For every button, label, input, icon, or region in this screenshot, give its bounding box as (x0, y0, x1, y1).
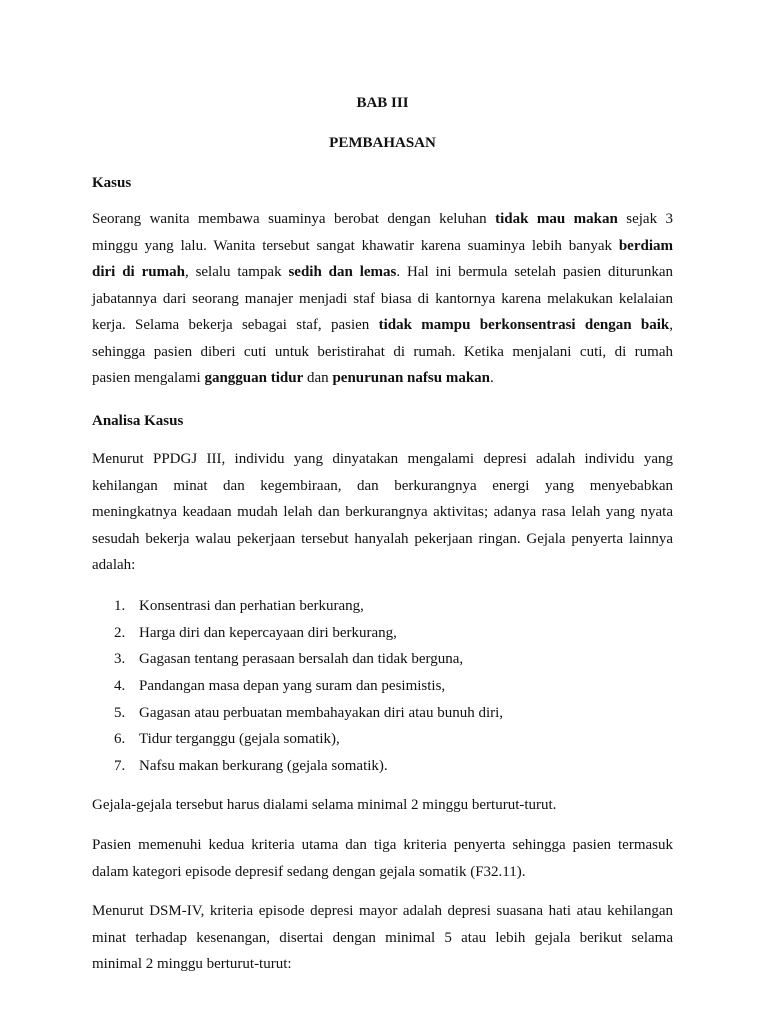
section-title: PEMBAHASAN (329, 135, 436, 151)
paragraph-line (92, 259, 673, 286)
paragraph-line (92, 312, 673, 339)
text-run: jabatannya dari seorang manajer menjadi staf biasa di kantornya karena melakukan kelalaian (92, 290, 673, 307)
list-number: 6. (114, 731, 126, 748)
list-item (92, 650, 673, 677)
list-text: Tidur terganggu (gejala somatik), (139, 731, 340, 748)
paragraph-line (92, 499, 673, 526)
text-run: sesudah bekerja walau pekerjaan tersebut hanyalah pekerjaan ringan. Gejala penyerta lainnya (92, 530, 673, 547)
text-run: minggu yang lalu. Wanita tersebut sangat khawatir karena suaminya lebih banyak (92, 237, 619, 254)
paragraph-line (92, 233, 673, 260)
list-text: Konsentrasi dan perhatian berkurang, (139, 598, 364, 614)
list-text: Nafsu makan berkurang (gejala somatik). (139, 758, 388, 775)
text-run: sehingga pasien diberi cuti untuk beristirahat di rumah. Ketika menjalani cuti, di rumah (92, 343, 673, 360)
list-item (92, 730, 673, 757)
text-run: , (669, 317, 673, 333)
paragraph-line (92, 339, 673, 366)
list-number: 4. (114, 678, 126, 695)
list-number: 3. (114, 651, 126, 668)
text-run: pasien mengalami (92, 370, 205, 386)
text-run: Pasien memenuhi kedua kriteria utama dan tiga kriteria penyerta sehingga pasien termasuk (92, 837, 673, 853)
text-run: Menurut DSM-IV, kriteria episode depresi mayor adalah depresi suasana hati atau kehilangan (92, 903, 673, 919)
list-number: 5. (114, 704, 126, 721)
dsm-paragraph (92, 898, 673, 978)
list-item (92, 704, 673, 731)
paragraph-line (92, 526, 673, 553)
list-item (92, 677, 673, 704)
text-run: . Hal ini bermula setelah pasien diturunkan (396, 264, 673, 280)
bold-text: berdiam (618, 237, 673, 254)
list-text: Harga diri dan kepercayaan diri berkurang, (139, 624, 397, 641)
bold-text: penurunan nafsu makan (332, 370, 491, 386)
text-run: adalah: (92, 557, 136, 573)
paragraph-line (92, 925, 673, 952)
paragraph-line (92, 951, 673, 978)
bold-text: sedih dan lemas (288, 264, 397, 280)
paragraph-line (92, 832, 673, 859)
list-number: 2. (114, 624, 126, 641)
text-run: kehilangan minat dan kegembiraan, dan berkurangnya energi yang menyebabkan (92, 477, 673, 494)
list-text: Pandangan masa depan yang suram dan pesimistis, (139, 678, 446, 695)
duration-note: Gejala-gejala tersebut harus dialami selama minimal 2 minggu berturut-turut. (92, 797, 557, 813)
gejala-list (92, 597, 673, 784)
bold-text: tidak mampu berkonsentrasi dengan baik (378, 317, 670, 333)
list-number: 1. (114, 598, 126, 614)
text-run: Menurut PPDGJ III, individu yang dinyatakan mengalami depresi adalah individu yang (92, 451, 673, 467)
kasus-paragraph (92, 206, 673, 392)
text-run: sejak 3 (617, 211, 673, 227)
paragraph-line (92, 206, 673, 233)
bold-text: tidak mau makan (495, 211, 618, 227)
bold-text: gangguan tidur (204, 370, 304, 386)
analisa-paragraph (92, 446, 673, 579)
text-run: Seorang wanita membawa suaminya berobat dengan keluhan (92, 211, 496, 227)
list-item (92, 624, 673, 651)
text-run: minimal 2 minggu berturut-turut: (92, 956, 292, 972)
text-run: kerja. Selama bekerja sebagai staf, pasien (92, 317, 379, 333)
paragraph-line (92, 286, 673, 313)
bold-text: diri di rumah (92, 264, 185, 280)
analisa-heading: Analisa Kasus (92, 413, 184, 429)
paragraph-line (92, 859, 673, 886)
text-run: meningkatnya keadaan mudah lelah dan berkurangnya aktivitas; adanya rasa lelah yang nyata (92, 504, 673, 520)
paragraph-line (92, 365, 673, 392)
kriteria-paragraph (92, 832, 673, 885)
text-run: , selalu tampak (184, 264, 289, 280)
text-run: minat terhadap kesenangan, disertai dengan minimal 5 atau lebih gejala berikut selama (92, 929, 673, 946)
paragraph-line (92, 473, 673, 500)
list-number: 7. (114, 758, 126, 775)
text-run: dan (303, 370, 333, 386)
text-run: . (490, 370, 494, 386)
paragraph-line (92, 898, 673, 925)
paragraph-line (92, 446, 673, 473)
kasus-heading: Kasus (92, 175, 132, 191)
list-text: Gagasan atau perbuatan membahayakan diri atau bunuh diri, (139, 704, 504, 721)
chapter-label: BAB III (356, 95, 409, 111)
list-item (92, 757, 673, 784)
list-item (92, 597, 673, 624)
list-text: Gagasan tentang perasaan bersalah dan tidak berguna, (139, 651, 464, 668)
paragraph-line (92, 552, 673, 579)
text-run: dalam kategori episode depresif sedang dengan gejala somatik (F32.11). (92, 863, 526, 880)
